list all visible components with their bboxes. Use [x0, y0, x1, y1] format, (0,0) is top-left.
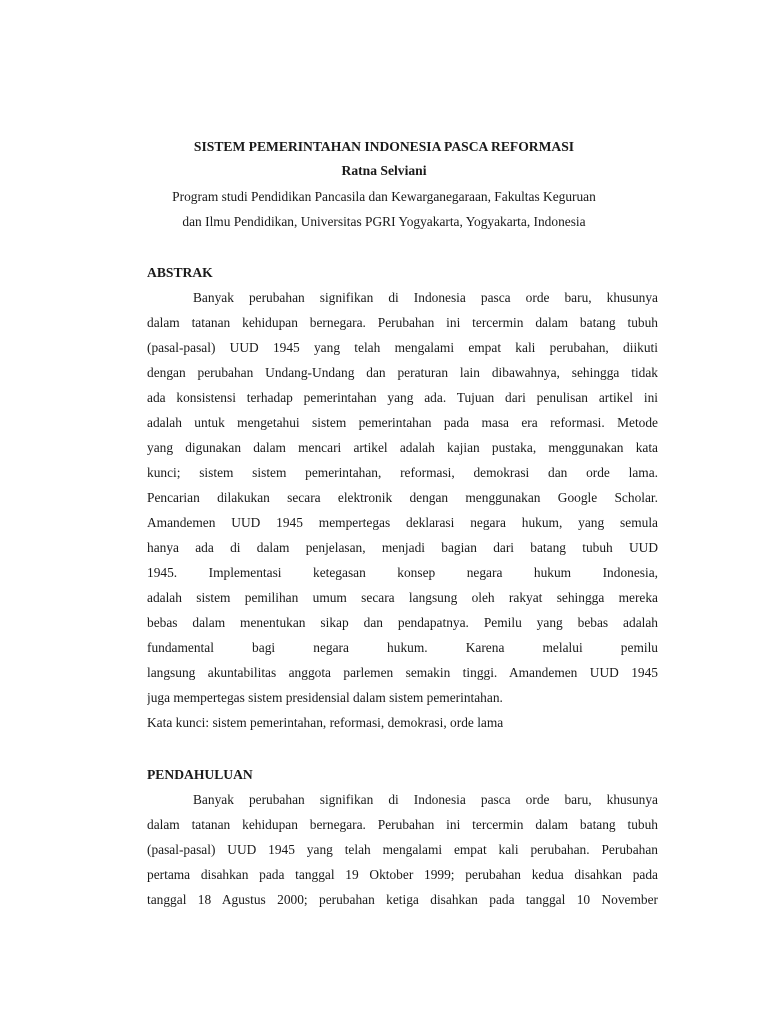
abstract-line: adalah untuk mengetahui sistem pemerintahan pada masa era reformasi. Metode [147, 415, 658, 430]
abstract-line: kunci; sistem sistem pemerintahan, reformasi, demokrasi dan orde lama. [147, 465, 658, 480]
abstract-line: Amandemen UUD 1945 mempertegas deklarasi negara hukum, yang semula [147, 515, 658, 530]
abstract-line: ada konsistensi terhadap pemerintahan yang ada. Tujuan dari penulisan artikel ini [147, 390, 658, 405]
abstract-heading: ABSTRAK [147, 265, 213, 280]
abstract-line: 1945. Implementasi ketegasan konsep negara hukum Indonesia, [147, 565, 658, 580]
abstract-line: fundamental bagi negara hukum. Karena melalui pemilu [147, 640, 658, 655]
paper-author: Ratna Selviani [341, 163, 427, 178]
paper-title: SISTEM PEMERINTAHAN INDONESIA PASCA REFORMASI [193, 139, 575, 154]
abstract-line: langsung akuntabilitas anggota parlemen semakin tinggi. Amandemen UUD 1945 [147, 665, 658, 680]
intro-line: tanggal 18 Agustus 2000; perubahan ketiga disahkan pada tanggal 10 November [147, 892, 658, 907]
intro-heading: PENDAHULUAN [147, 767, 253, 782]
abstract-line: hanya ada di dalam penjelasan, menjadi bagian dari batang tubuh UUD [147, 540, 658, 555]
keywords-line: Kata kunci: sistem pemerintahan, reformasi, demokrasi, orde lama [147, 715, 504, 730]
paper-affiliation [0, 185, 768, 234]
abstract-line: dalam tatanan kehidupan bernegara. Perubahan ini tercermin dalam batang tubuh [147, 315, 658, 330]
abstract-line: yang digunakan dalam mencari artikel adalah kajian pustaka, menggunakan kata [147, 440, 658, 455]
affiliation-line: dan Ilmu Pendidikan, Universitas PGRI Yogyakarta, Yogyakarta, Indonesia [182, 213, 586, 229]
abstract-line: Pencarian dilakukan secara elektronik dengan menggunakan Google Scholar. [147, 490, 658, 505]
intro-line: Banyak perubahan signifikan di Indonesia pasca orde baru, khusunya [193, 792, 658, 807]
abstract-line: (pasal-pasal) UUD 1945 yang telah mengalami empat kali perubahan, diikuti [147, 340, 658, 355]
abstract-line: juga mempertegas sistem presidensial dalam sistem pemerintahan. [147, 690, 503, 705]
abstract-line: adalah sistem pemilihan umum secara langsung oleh rakyat sehingga mereka [147, 590, 658, 605]
intro-line: dalam tatanan kehidupan bernegara. Perubahan ini tercermin dalam batang tubuh [147, 817, 658, 832]
abstract-line: dengan perubahan Undang-Undang dan peraturan lain dibawahnya, sehingga tidak [147, 365, 658, 380]
abstract-line: Banyak perubahan signifikan di Indonesia pasca orde baru, khusunya [193, 290, 658, 305]
intro-line: (pasal-pasal) UUD 1945 yang telah mengalami empat kali perubahan. Perubahan [147, 842, 658, 857]
intro-line: pertama disahkan pada tanggal 19 Oktober 1999; perubahan kedua disahkan pada [147, 867, 658, 882]
affiliation-line: Program studi Pendidikan Pancasila dan Kewarganegaraan, Fakultas Keguruan [172, 189, 596, 204]
abstract-line: bebas dalam menentukan sikap dan pendapatnya. Pemilu yang bebas adalah [147, 615, 658, 630]
